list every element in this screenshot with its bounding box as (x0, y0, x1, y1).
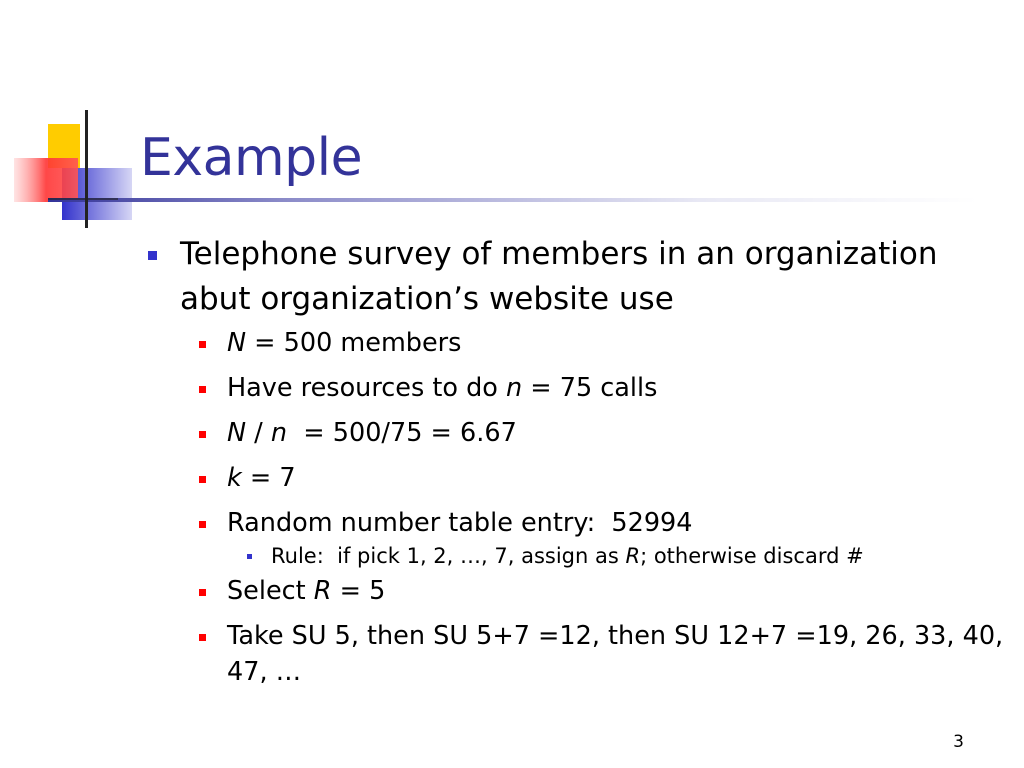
square-bullet-icon (148, 251, 157, 260)
page-number: 3 (953, 732, 964, 752)
horizontal-line (48, 198, 118, 200)
title-underline (48, 198, 978, 202)
square-bullet-icon (199, 341, 206, 348)
symbol-N: N (227, 418, 247, 448)
vertical-line (85, 110, 88, 228)
sub-sub-bullet-list (227, 541, 1008, 571)
bullet-text: Random number table entry: 52994 (227, 508, 693, 538)
bullet-text: Telephone survey of members in an organization abut organization’s website use (180, 236, 938, 317)
bullet-text: Take SU 5, then SU 5+7 =12, then SU 12+7 =19, 26, 33, 40, 47, … (227, 621, 1004, 687)
bullet-text: = 5 (331, 576, 386, 606)
square-bullet-icon (199, 476, 206, 483)
bullet-take-su (199, 618, 1008, 690)
bullet-k (199, 460, 1008, 496)
red-square (14, 158, 78, 202)
bullet-rule (247, 541, 1008, 571)
square-bullet-icon (199, 431, 206, 438)
bullet-text: ; otherwise discard # (640, 544, 864, 568)
bullet-text: Have resources to do (227, 373, 506, 403)
bullet-text: / (246, 418, 271, 448)
square-bullet-icon (199, 634, 206, 641)
bullet-resources (199, 370, 1008, 406)
bullet-text: = 7 (241, 463, 296, 493)
symbol-R: R (625, 544, 641, 568)
title-decoration (0, 0, 1024, 240)
bullet-main (148, 232, 1008, 690)
square-bullet-icon (199, 521, 206, 528)
slide-title: Example (140, 128, 363, 188)
symbol-n: n (505, 373, 523, 403)
bullet-text: Select (227, 576, 314, 606)
bullet-text: = 75 calls (522, 373, 658, 403)
bullet-list (148, 232, 1008, 699)
bullet-text: = 500 members (246, 328, 462, 358)
symbol-R: R (313, 576, 332, 606)
bullet-random-entry (199, 505, 1008, 571)
symbol-n: n (270, 418, 288, 448)
square-bullet-icon (247, 554, 252, 559)
bullet-ratio (199, 415, 1008, 451)
bullet-text: = 500/75 = 6.67 (287, 418, 517, 448)
symbol-k: k (227, 463, 242, 493)
sub-bullet-list (180, 325, 1008, 690)
symbol-N: N (227, 328, 247, 358)
bullet-select (199, 573, 1008, 609)
square-bullet-icon (199, 386, 206, 393)
bullet-population (199, 325, 1008, 361)
square-bullet-icon (199, 589, 206, 596)
bullet-text: Rule: if pick 1, 2, …, 7, assign as (271, 544, 626, 568)
